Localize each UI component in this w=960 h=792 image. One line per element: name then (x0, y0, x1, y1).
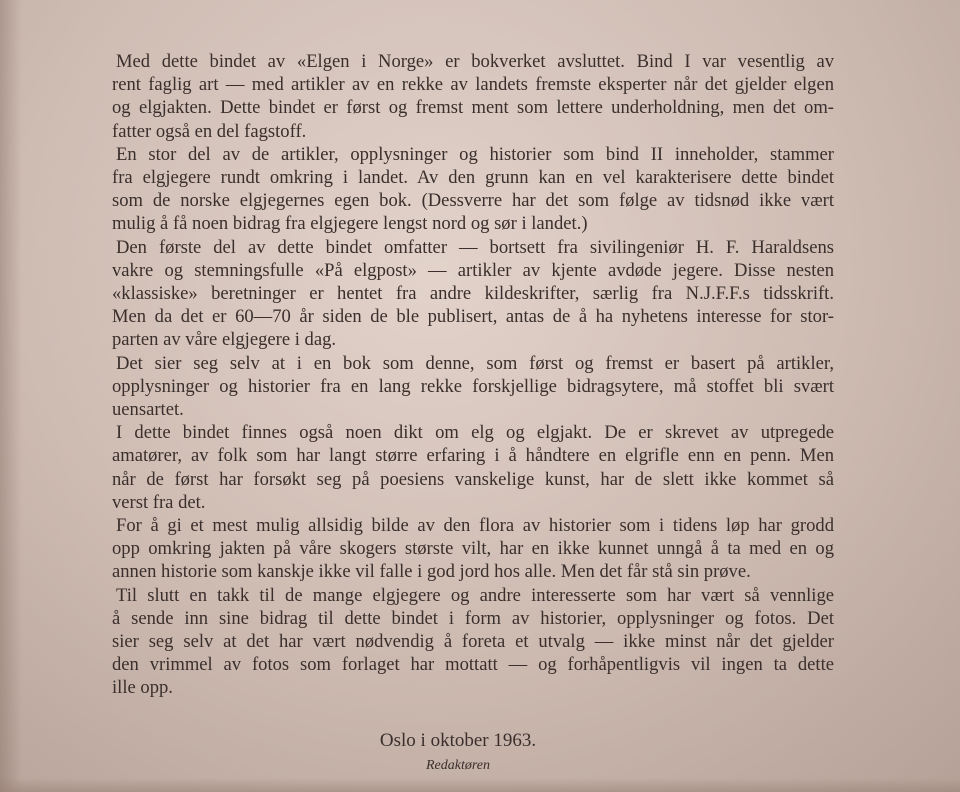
text-line: og elgjakten. Dette bindet er først og fremst ment som lettere underholdning, men det om- (112, 97, 834, 119)
text-line: sier seg selv at det har vært nødvendig å foreta et utvalg — ikke minst når det gjelder (112, 631, 834, 653)
editor-signature: Redaktøren (425, 758, 490, 773)
text-line: Med dette bindet av «Elgen i Norge» er bokverket avsluttet. Bind I var vesentlig av (116, 51, 834, 72)
text-line: opp omkring jakten på våre skogers største vilt, har en ikke kunnet unngå å ta med en og (112, 538, 834, 560)
text-line: mulig å få noen bidrag fra elgjegere lengst nord og sør i landet.) (112, 213, 588, 235)
text-line: når de først har forsøkt seg på poesiens vanskelige kunst, har de slett ikke kommet så (112, 468, 834, 490)
text-line: uensartet. (112, 399, 184, 421)
text-line: fra elgjegere rundt omkring i landet. Av den grunn kan en vel karakterisere dette bindet (112, 167, 834, 189)
text-line: Men da det er 60—70 år siden de ble publisert, antas de å ha nyhetens interesse for stor- (112, 306, 834, 328)
paragraph (112, 352, 834, 422)
text-line: annen historie som kanskje ikke vil falle i god jord hos alle. Men det får stå sin prøve. (112, 561, 751, 583)
text-line: Til slutt en takk til de mange elgjegere og andre interesserte som har vært så vennlige (116, 584, 834, 606)
text-line: opplysninger og historier fra en lang rekke forskjellige bidragsytere, må stoffet bli svært (112, 375, 834, 397)
text-line: ille opp. (112, 677, 173, 699)
text-line: som de norske elgjegernes egen bok. (Dessverre har det som følge av tidsnød ikke vært (112, 190, 834, 212)
paragraph (112, 236, 834, 352)
text-line: fatter også en del fagstoff. (112, 120, 307, 142)
text-line: Det sier seg selv at i en bok som denne, som først og fremst er basert på artikler, (116, 352, 834, 374)
preface-text (112, 50, 834, 700)
text-line: For å gi et mest mulig allsidig bilde av den flora av historier som i tidens løp har grodd (116, 515, 834, 537)
paragraph (112, 143, 834, 236)
text-line: Den første del av dette bindet omfatter — bortsett fra sivilingeniør H. F. Haraldsens (116, 236, 834, 258)
paragraph (112, 514, 834, 584)
text-line: verst fra det. (112, 491, 206, 513)
text-line: «klassiske» beretninger er hentet fra andre kildeskrifter, særlig fra N.J.F.F.s tidsskrift. (112, 283, 834, 305)
text-line: I dette bindet finnes også noen dikt om elg og elgjakt. De er skrevet av utpregede (116, 422, 834, 444)
text-line: vakre og stemningsfulle «På elgpost» — artikler av kjente avdøde jegere. Disse nesten (112, 259, 834, 281)
text-line: rent faglig art — med artikler av en rekke av landets fremste eksperter når det gjelder elgen (112, 74, 834, 96)
text-line: En stor del av de artikler, opplysninger og historier som bind II inneholder, stammer (116, 143, 834, 165)
text-line: den vrimmel av fotos som forlaget har mottatt — og forhåpentligvis vil ingen ta dette (112, 654, 834, 676)
place-date: Oslo i oktober 1963. (379, 730, 537, 751)
paragraph (112, 584, 834, 700)
text-line: amatører, av folk som har langt større erfaring i å håndtere en elgrifle enn en penn. Men (112, 445, 834, 467)
text-line: parten av våre elgjegere i dag. (112, 329, 337, 351)
paragraph (112, 50, 834, 143)
paragraph (112, 421, 834, 514)
text-line: å sende inn sine bidrag til dette bindet i form av historier, opplysninger og fotos. Det (112, 607, 834, 629)
